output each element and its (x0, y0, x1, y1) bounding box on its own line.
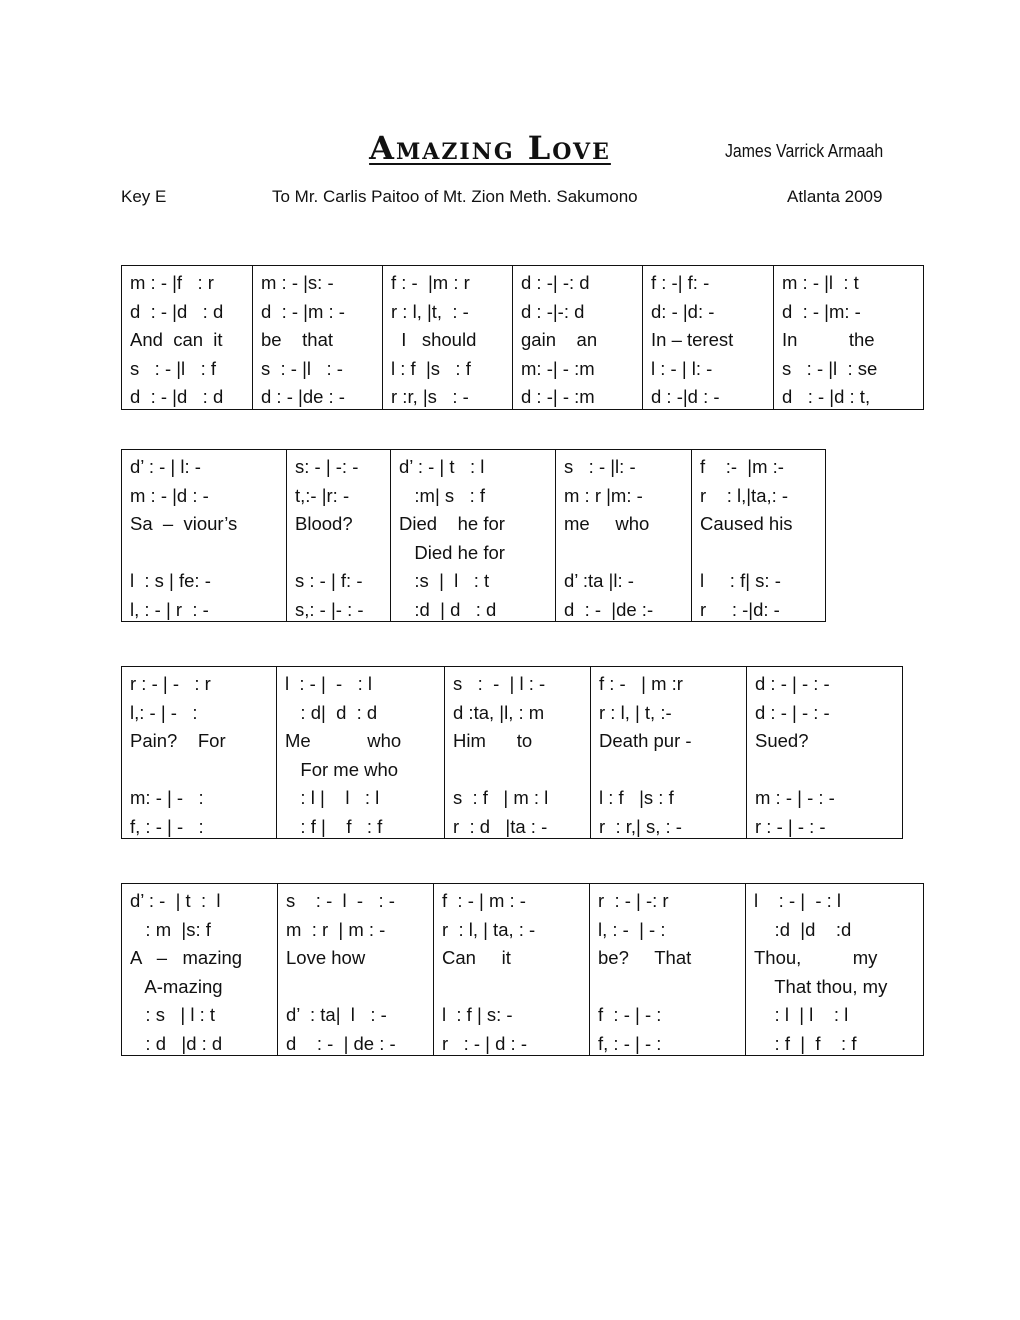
score-line: r : l, | t, :- (599, 701, 672, 723)
score-line: d : - |d : d (130, 300, 224, 322)
score-line: s,: - |- : - (295, 598, 364, 620)
score-line: d : - | - : - (755, 673, 830, 694)
score-line: r :r, |s : - (391, 386, 469, 407)
measure-column (433, 884, 589, 1055)
composer-name: James Varrick Armaah (725, 141, 884, 161)
score-line: f, : - | - : (598, 1032, 662, 1054)
lyric-line: Thou, my (754, 947, 878, 968)
score-line: f : - | m :r (599, 673, 683, 694)
lyric-line: be? That (598, 947, 692, 968)
score-line: r : - | - : - (755, 815, 826, 837)
score-line: d’ :ta |l: - (564, 570, 634, 591)
measure-column (746, 667, 902, 838)
lyric-line: be that (261, 329, 333, 350)
score-line: : d| d : d (285, 701, 378, 723)
lyric-line (564, 539, 691, 568)
score-line: s : - |l : f (130, 357, 217, 379)
page-title: Amazing Love (369, 129, 611, 167)
lyric-line: Him to (453, 730, 533, 751)
score-line: d : -|-: d (521, 300, 585, 322)
score-line: f :- |m :- (700, 456, 784, 477)
score-line: s : - | f: - (295, 570, 363, 591)
score-line: d : - |de :- (564, 598, 654, 620)
score-line: s : - l - : - (286, 890, 395, 911)
lyric-line: Me who (285, 730, 402, 751)
score-line: m : - |l : t (782, 272, 859, 293)
lyric-line: A-mazing (130, 975, 223, 997)
score-line: l : f |s : f (599, 787, 674, 808)
score-line: d : - | de : - (286, 1032, 396, 1054)
score-line: r : l, | ta, : - (442, 918, 536, 940)
score-line: m : r |m: - (564, 484, 643, 506)
score-line: f : - | - : (598, 1004, 662, 1025)
score-line: l : - | - : l (754, 890, 842, 911)
score-line: f : - |m : r (391, 272, 470, 293)
score-line: d’ : ta| l : - (286, 1004, 387, 1025)
score-line: r : -|d: - (700, 598, 780, 620)
measure-column (122, 450, 286, 621)
score-line: m : - |d : - (130, 484, 209, 506)
score-line: : m |s: f (130, 918, 211, 940)
score-line: f, : - | - : (130, 815, 204, 837)
measure-column (512, 266, 642, 409)
score-line: d : - |de : - (261, 386, 345, 407)
score-line: r : l,|ta,: - (700, 484, 789, 506)
music-system-3 (121, 666, 903, 839)
measure-column (390, 450, 555, 621)
lyric-line: Died he for (399, 541, 505, 563)
lyric-line: Caused his (700, 513, 793, 534)
lyric-line: Sued? (755, 730, 809, 751)
music-system-1 (121, 265, 924, 410)
score-line: r : l, |t, : - (391, 300, 469, 322)
score-line: m : - |f : r (130, 272, 214, 293)
score-line: r : - | d : - (442, 1032, 527, 1054)
lyric-line: Pain? For (130, 730, 226, 751)
score-line: r : - | -: r (598, 890, 669, 911)
measure-column (444, 667, 590, 838)
score-line: l : - | l: - (651, 357, 713, 379)
lyric-line: gain an (521, 329, 598, 350)
measure-column (277, 884, 433, 1055)
score-line: f : -| f: - (651, 272, 710, 293)
lyric-line: A – mazing (130, 947, 243, 968)
score-line: s: - | -: - (295, 456, 359, 477)
score-line: :m| s : f (399, 484, 486, 506)
score-line: d’ : - | t : l (399, 456, 485, 477)
lyric-line (755, 756, 902, 785)
lyric-line (599, 756, 746, 785)
music-system-2 (121, 449, 826, 622)
measure-column (286, 450, 390, 621)
score-line: l : f| s: - (700, 570, 781, 591)
score-line: d : - |d : t, (782, 386, 871, 407)
lyric-line: For me who (285, 758, 399, 780)
lyric-line: In the (782, 329, 875, 350)
score-line: d : - |d : d (130, 386, 224, 407)
score-line: d : - | - : - (755, 701, 830, 723)
score-line: r : r,| s, : - (599, 815, 682, 837)
lyric-line: In – terest (651, 329, 734, 350)
score-line: l, : - | - : (598, 918, 666, 940)
lyric-line: Can it (442, 947, 511, 968)
score-line: s : - | l : - (453, 673, 546, 694)
score-line: m: - | - : (130, 787, 204, 808)
lyric-line: I should (391, 329, 477, 350)
measure-column (382, 266, 512, 409)
music-system-4 (121, 883, 924, 1056)
key-signature: Key E (121, 187, 167, 206)
score-line: s : - |l: - (564, 456, 636, 477)
lyric-line: That thou, my (754, 975, 888, 997)
lyric-line: Love how (286, 947, 366, 968)
score-line: :d | d : d (399, 598, 497, 620)
score-line: : f | f : f (754, 1032, 857, 1054)
lyric-line (598, 973, 745, 1002)
measure-column (122, 884, 277, 1055)
score-line: d : - |m: - (782, 300, 861, 322)
score-line: m : r | m : - (286, 918, 386, 940)
measure-column (122, 266, 252, 409)
score-line: : l | l : l (754, 1004, 849, 1025)
score-line: f : - | m : - (442, 890, 526, 911)
score-line: :s | l : t (399, 570, 490, 591)
lyric-line (130, 539, 286, 568)
measure-column (555, 450, 691, 621)
score-line: d : - |m : - (261, 300, 345, 322)
lyric-line (453, 756, 590, 785)
measure-column (642, 266, 773, 409)
score-line: l, : - | r : - (130, 598, 209, 620)
measure-column (590, 667, 746, 838)
score-line: d : -|d : - (651, 386, 720, 407)
score-line: d : -| - :m (521, 386, 595, 407)
score-line: l : - | - : l (285, 673, 373, 694)
score-line: s : f | m : l (453, 787, 549, 808)
lyric-line (295, 539, 390, 568)
measure-column (252, 266, 382, 409)
lyric-line: Death pur - (599, 730, 692, 751)
score-line: s : - |l : se (782, 357, 878, 379)
lyric-line (442, 973, 589, 1002)
score-line: m : - |s: - (261, 272, 334, 293)
score-line: t,:- |r: - (295, 484, 350, 506)
score-line: s : - |l : - (261, 357, 343, 379)
place-date: Atlanta 2009 (787, 187, 883, 206)
score-line: r : - | - : r (130, 673, 211, 694)
measure-column (691, 450, 825, 621)
score-line: : l | l : l (285, 787, 380, 808)
score-line: : s | l : t (130, 1004, 215, 1025)
lyric-line: Died he for (399, 513, 505, 534)
lyric-line: Sa – viour’s (130, 513, 238, 534)
lyric-line (130, 756, 276, 785)
measure-column (276, 667, 444, 838)
score-line: : f | f : f (285, 815, 383, 837)
measure-column (122, 667, 276, 838)
score-line: :d |d :d (754, 918, 852, 940)
score-line: l : s | fe: - (130, 570, 211, 591)
score-line: d’ : - | l: - (130, 456, 201, 477)
lyric-line: me who (564, 513, 650, 534)
lyric-line: And can it (130, 329, 223, 350)
lyric-line (700, 539, 825, 568)
dedication: To Mr. Carlis Paitoo of Mt. Zion Meth. Sakumono (272, 187, 638, 206)
score-line: r : d |ta : - (453, 815, 548, 837)
score-line: l : f | s: - (442, 1004, 513, 1025)
lyric-line (286, 973, 433, 1002)
score-line: m: -| - :m (521, 357, 595, 379)
measure-column (773, 266, 923, 409)
score-line: : d |d : d (130, 1032, 223, 1054)
lyric-line: Blood? (295, 513, 353, 534)
score-line: d :ta, |l, : m (453, 701, 545, 723)
score-line: d: - |d: - (651, 300, 715, 322)
score-line: d’ : - | t : l (130, 890, 221, 911)
score-line: l,: - | - : (130, 701, 198, 723)
score-line: d : -| -: d (521, 272, 590, 293)
measure-column (745, 884, 923, 1055)
score-line: m : - | - : - (755, 787, 835, 808)
score-line: l : f |s : f (391, 357, 471, 379)
measure-column (589, 884, 745, 1055)
